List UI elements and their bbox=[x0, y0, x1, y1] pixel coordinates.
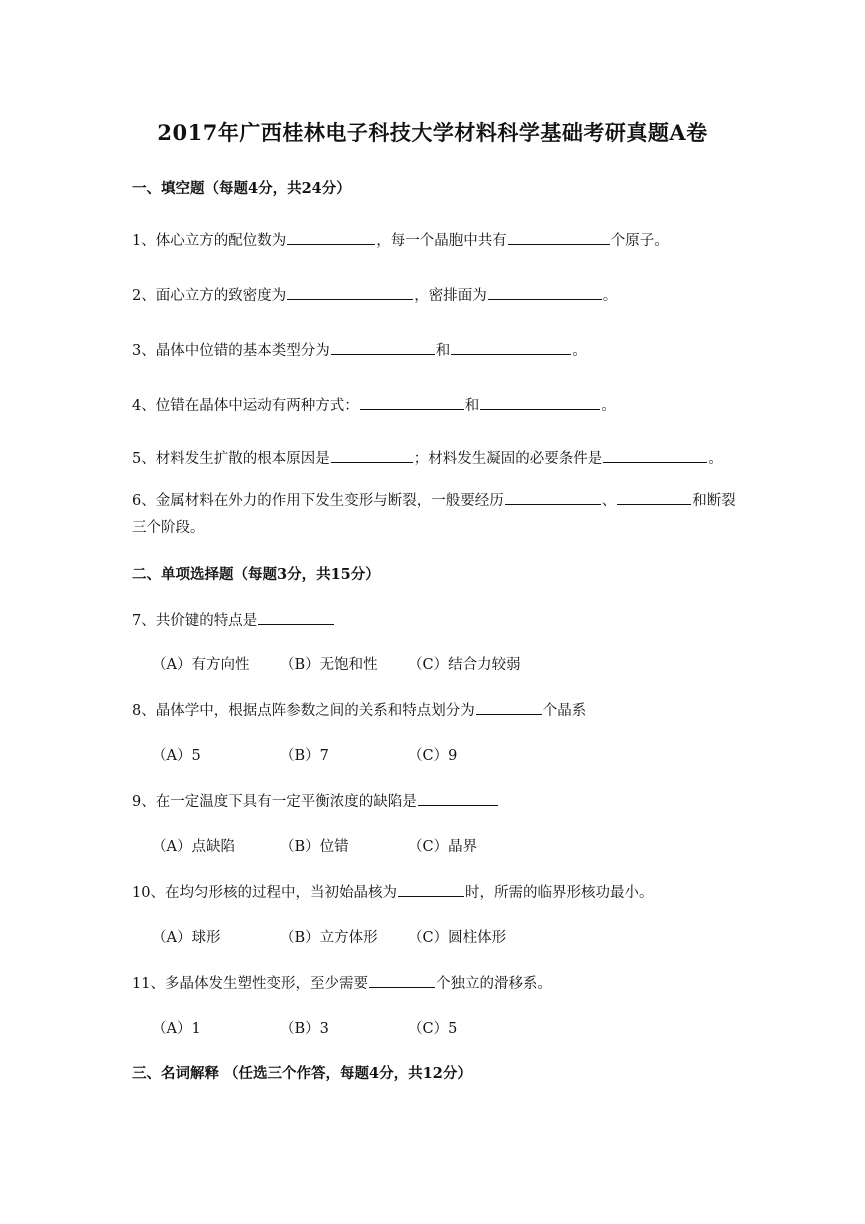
question-4 bbox=[132, 394, 616, 415]
option-a[interactable]: （A）点缺陷 bbox=[152, 839, 235, 855]
answer-blank[interactable] bbox=[603, 448, 707, 464]
q8-text-b: 个晶系 bbox=[542, 703, 587, 719]
answer-blank[interactable] bbox=[331, 340, 435, 356]
q1-text-b: ，每一个晶胞中共有 bbox=[376, 233, 507, 249]
question-2 bbox=[132, 284, 617, 305]
option-b[interactable]: （B）3 bbox=[280, 1021, 329, 1037]
q2-text-b: ，密排面为 bbox=[414, 288, 487, 304]
q3-text-c: 。 bbox=[572, 343, 587, 359]
option-a[interactable]: （A）1 bbox=[152, 1021, 201, 1037]
q3-text-a: 3、晶体中位错的基本类型分为 bbox=[132, 343, 330, 359]
option-c[interactable]: （C）结合力较弱 bbox=[408, 657, 521, 673]
question-6 bbox=[132, 488, 736, 542]
answer-blank[interactable] bbox=[360, 395, 464, 411]
section-2-heading: 二、单项选择题（每题3分，共15分） bbox=[132, 566, 380, 583]
answer-blank[interactable] bbox=[480, 395, 600, 411]
answer-blank[interactable] bbox=[287, 285, 413, 301]
q7-text-a: 7、共价键的特点是 bbox=[132, 613, 258, 629]
answer-blank[interactable] bbox=[398, 882, 464, 898]
q4-text-c: 。 bbox=[601, 398, 616, 414]
question-1 bbox=[132, 229, 669, 250]
answer-blank[interactable] bbox=[418, 791, 498, 807]
option-b[interactable]: （B）无饱和性 bbox=[280, 657, 378, 673]
answer-blank[interactable] bbox=[476, 700, 542, 716]
page-title: 2017年广西桂林电子科技大学材料科学基础考研真题A卷 bbox=[157, 120, 708, 145]
answer-blank[interactable] bbox=[258, 610, 334, 626]
q1-text-c: 个原子。 bbox=[610, 233, 669, 249]
answer-blank[interactable] bbox=[488, 285, 602, 301]
option-a[interactable]: （A）5 bbox=[152, 748, 201, 764]
question-7 bbox=[132, 609, 335, 630]
answer-blank[interactable] bbox=[508, 230, 610, 246]
q10-text-a: 10、在均匀形核的过程中，当初始晶核为 bbox=[132, 885, 397, 901]
question-3 bbox=[132, 339, 587, 360]
q3-text-b: 和 bbox=[435, 343, 451, 359]
question-9 bbox=[132, 790, 499, 811]
option-b[interactable]: （B）7 bbox=[280, 748, 329, 764]
q4-text-b: 和 bbox=[464, 398, 480, 414]
q8-text-a: 8、晶体学中，根据点阵参数之间的关系和特点划分为 bbox=[132, 703, 475, 719]
q1-text-a: 1、体心立方的配位数为 bbox=[132, 233, 287, 249]
answer-blank[interactable] bbox=[617, 490, 691, 506]
q5-text-a: 5、材料发生扩散的根本原因是 bbox=[132, 451, 330, 467]
answer-blank[interactable] bbox=[369, 973, 435, 989]
q11-text-b: 个独立的滑移系。 bbox=[435, 976, 552, 992]
option-c[interactable]: （C）晶界 bbox=[408, 839, 478, 855]
q2-text-a: 2、面心立方的致密度为 bbox=[132, 288, 287, 304]
question-10 bbox=[132, 881, 653, 902]
option-b[interactable]: （B）位错 bbox=[280, 839, 349, 855]
option-c[interactable]: （C）5 bbox=[408, 1021, 458, 1037]
q4-text-a: 4、位错在晶体中运动有两种方式： bbox=[132, 398, 359, 414]
question-8 bbox=[132, 699, 586, 720]
q6-text-b: 、 bbox=[601, 493, 617, 509]
q9-text-a: 9、在一定温度下具有一定平衡浓度的缺陷是 bbox=[132, 794, 417, 810]
option-c[interactable]: （C）圆柱体形 bbox=[408, 930, 507, 946]
answer-blank[interactable] bbox=[331, 448, 413, 464]
section-1-heading: 一、填空题（每题4分，共24分） bbox=[132, 180, 351, 197]
q5-text-b: ；材料发生凝固的必要条件是 bbox=[413, 451, 603, 467]
q6-text-c: 和断裂三个阶段。 bbox=[132, 493, 736, 536]
option-a[interactable]: （A）球形 bbox=[152, 930, 221, 946]
q11-text-a: 11、多晶体发生塑性变形，至少需要 bbox=[132, 976, 368, 992]
answer-blank[interactable] bbox=[505, 490, 601, 506]
q10-text-b: 时，所需的临界形核功最小。 bbox=[464, 885, 654, 901]
q6-text-a: 6、金属材料在外力的作用下发生变形与断裂，一般要经历 bbox=[132, 493, 504, 509]
q2-text-c: 。 bbox=[602, 288, 618, 304]
answer-blank[interactable] bbox=[451, 340, 571, 356]
answer-blank[interactable] bbox=[287, 230, 375, 246]
option-c[interactable]: （C）9 bbox=[408, 748, 458, 764]
option-a[interactable]: （A）有方向性 bbox=[152, 657, 250, 673]
q5-text-c: 。 bbox=[708, 451, 723, 467]
section-3-heading: 三、名词解释 （任选三个作答，每题4分，共12分） bbox=[132, 1065, 472, 1082]
option-b[interactable]: （B）立方体形 bbox=[280, 930, 378, 946]
question-5 bbox=[132, 447, 723, 468]
question-11 bbox=[132, 972, 552, 993]
